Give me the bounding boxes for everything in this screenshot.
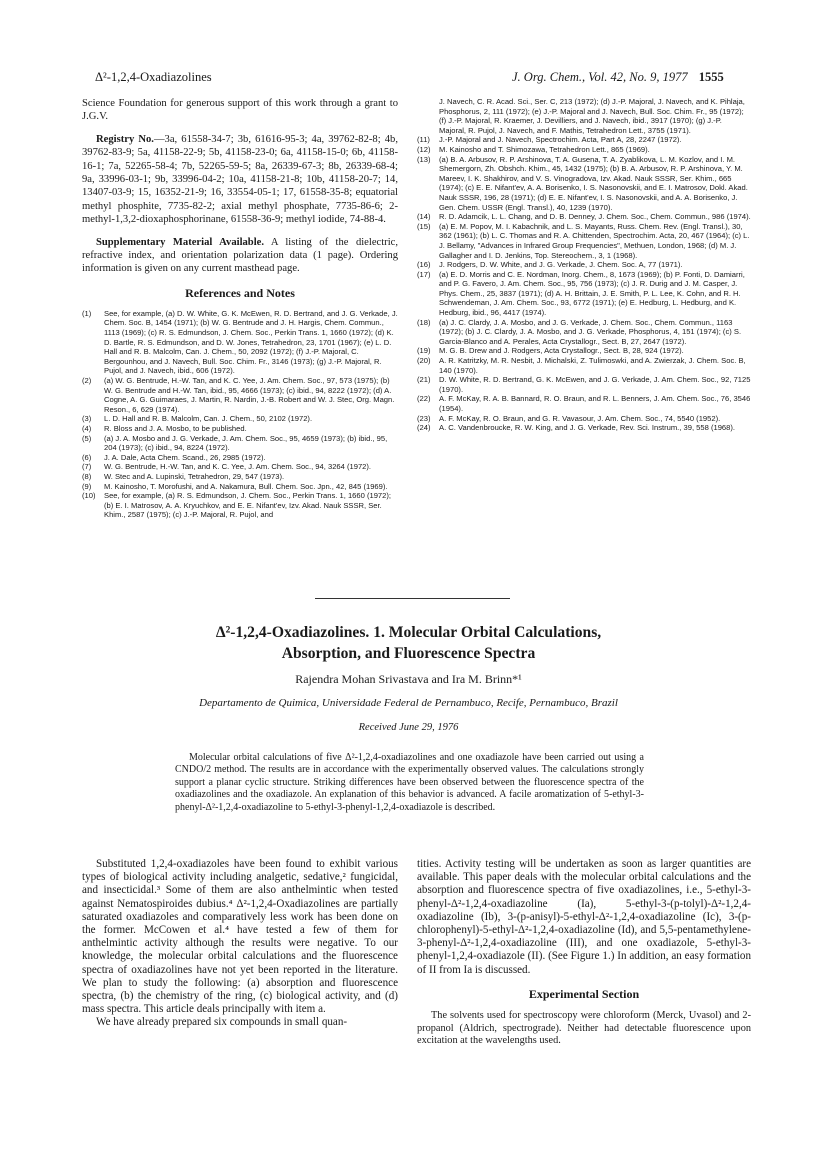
reference-text: J. A. Dale, Acta Chem. Scand., 26, 2985 (1972). <box>104 452 266 462</box>
reference-item <box>417 145 751 155</box>
body-left-column <box>82 858 398 1030</box>
reference-text: See, for example, (a) D. W. White, G. K. McEwen, R. D. Bertrand, and J. G. Verkade, J. Chem. Soc. B, 1454 (1971); (b) W. G. Bentrude and J. H. Hargis, Chem. Commun., 1113 (1969); (c) R. S. Edmundson, J. Chem. Soc., Perkin Trans. 1, 1660 (1972); (d) K. D. Bartle, R. S. Edmundson, and D. W. Jones, Tetrahedron, 23, 1701 (1967); (e) L. D. Hall and R. B. Malcolm, Can. J. Chem., 50, 2092 (1972); (f) J.-P. Majoral, C. Bergounhou, and J. Navech, Bull. Soc. Chim. Fr., 3146 (1973); (g) J.-P. Majoral, R. Pujol, and J. Navech, ibid., 606 (1972). <box>104 308 398 376</box>
article-title-line2: Absorption, and Fluorescence Spectra <box>281 645 536 662</box>
reference-item <box>82 462 398 472</box>
body-right-column <box>417 858 751 1048</box>
reference-number: (17) <box>417 269 431 279</box>
reference-item <box>82 491 398 520</box>
reference-text: J. Rodgers, D. W. White, and J. G. Verkade, J. Chem. Soc. A, 77 (1971). <box>439 260 683 270</box>
article-title-line1: Δ²-1,2,4-Oxadiazolines. 1. Molecular Orbital Calculations, <box>215 624 602 641</box>
reference-number: (3) <box>82 414 92 424</box>
reference-text: D. W. White, R. D. Bertrand, G. K. McEwen, and J. G. Verkade, J. Am. Chem. Soc., 92, 7125 (1970). <box>439 375 751 394</box>
top-right-column <box>417 97 751 433</box>
reference-item <box>417 375 751 394</box>
reference-text: M. Kainosho, T. Morofushi, and A. Nakamura, Bull. Chem. Soc. Jpn., 42, 845 (1969). <box>104 481 388 491</box>
reference-number: (21) <box>417 375 431 385</box>
reference-text: M. G. B. Drew and J. Rodgers, Acta Crystallogr., Sect. B, 28, 924 (1972). <box>439 346 684 356</box>
reference-number: (16) <box>417 260 431 270</box>
intro-paragraph-2: We have already prepared six compounds in small quan- <box>96 1016 348 1029</box>
section-divider <box>315 598 510 599</box>
reference-item <box>417 97 751 135</box>
experimental-paragraph: The solvents used for spectroscopy were chloroform (Merck, Uvasol) and 2-propanol (Aldrich, spectrograde). Neither had detectable fluorescence upon excitation at the wavelengths used. <box>417 1009 751 1047</box>
references-list-right <box>417 97 751 433</box>
article-affiliation: Departamento de Quimica, Universidade Federal de Pernambuco, Recife, Pernambuco, Brazil <box>199 697 618 709</box>
reference-text: L. D. Hall and R. B. Malcolm, Can. J. Chem., 50, 2102 (1972). <box>104 414 313 424</box>
reference-text: (a) E. D. Morris and C. E. Nordman, Inorg. Chem., 8, 1673 (1969); (b) P. Fonti, D. Damiarri, and P. G. Favero, J. Am. Chem. Soc., 95, 756 (1973); (c) J. R. Durig and J. M. Casper, J. Phys. Chem., 25, 3837 (1971); (d) A. H. Brittain, J. E. Smith, P. L. Lee, K. Cohn, and R. H. Schwendeman, J. Am. Chem. Soc., 93, 6772 (1971); (e) E. Hedburg, L. Hedburg, and K. Hedburg, ibid., 96, 4417 (1974). <box>439 269 745 318</box>
supplementary-material <box>82 236 398 276</box>
reference-text: W. Stec and A. Lupinski, Tetrahedron, 29, 547 (1973). <box>104 471 285 481</box>
reference-number: (12) <box>417 144 431 154</box>
reference-item <box>82 472 398 482</box>
reference-text: See, for example, (a) R. S. Edmundson, J. Chem. Soc., Perkin Trans. 1, 1660 (1972); (b) E. I. Matrosov, A. A. Kryuchkov, and E. E. Nifant'ev, Izv. Akad. Nauk SSSR, Ser. Khim., 2587 (1975); (c) J.-P. Majoral, R. Pujol, and <box>104 491 392 520</box>
reference-item <box>417 394 751 413</box>
reference-item <box>82 376 398 414</box>
reference-number: (10) <box>82 491 96 501</box>
reference-item <box>417 270 751 318</box>
page-number: 1555 <box>698 70 724 84</box>
intro-paragraph-1: Substituted 1,2,4-oxadiazoles have been found to exhibit various types of biological activity including analgetic, sedative,² fungicidal, and insecticidal.³ Some of them are also anthelmintic when tested against Nematospiroides dubius.⁴ Δ²-1,2,4-Oxadiazolines are partially saturated oxadiazoles and comparatively less work has been done on the former. McCowen et al.⁴ have tested a few of them for anthelmintic activity although the results were negative. To our knowledge, the molecular orbital calculations and the fluorescence spectra of oxadiazolines have not yet been reported in the literature. We plan to study the following: (a) absorption and fluorescence spectra, (b) the chemistry of the ring, (c) biological activity, and (d) mass spectra. This article deals principally with item a. <box>82 858 398 1016</box>
experimental-section-heading: Experimental Section <box>528 986 640 1001</box>
reference-item <box>417 356 751 375</box>
reference-number: (9) <box>82 481 92 491</box>
reference-text: A. R. Katritzky, M. R. Nesbit, J. Michalski, Z. Tulimoswki, and A. Zwierzak, J. Chem. Soc. B, 140 (1970). <box>439 356 746 375</box>
supp-text: A listing of the dielectric, refractive index, and orientation polarization data (1 page). Ordering information is given on any current masthead page. <box>82 236 398 275</box>
reference-number: (19) <box>417 346 431 356</box>
reference-text: A. C. Vandenbroucke, R. W. King, and J. G. Verkade, Rev. Sci. Instrum., 39, 558 (1968). <box>439 423 736 433</box>
reference-number: (13) <box>417 154 431 164</box>
reference-text: A. F. McKay, R. A. B. Bannard, R. O. Braun, and R. L. Benners, J. Am. Chem. Soc., 76, 3546 (1954). <box>439 394 751 413</box>
reference-item <box>82 453 398 463</box>
top-left-column <box>82 97 398 520</box>
reference-text: R. D. Adamcik, L. L. Chang, and D. B. Denney, J. Chem. Soc., Chem. Commun., 986 (1974). <box>439 212 751 222</box>
reference-item <box>417 346 751 356</box>
reference-item <box>417 423 751 433</box>
reference-number: (5) <box>82 433 92 443</box>
registry-label: Registry No. <box>96 133 154 145</box>
reference-number: (1) <box>82 308 92 318</box>
reference-number: (8) <box>82 471 92 481</box>
reference-text: (a) W. G. Bentrude, H.-W. Tan, and K. C. Yee, J. Am. Chem. Soc., 97, 573 (1975); (b) W. G. Bentrude and H.-W. Tan, ibid., 95, 4666 (1973); (c) ibid., 94, 8222 (1972); (d) A. Cogne, A. G. Guimaraes, J. Martin, R. Nardin, J.-B. Robert and W. J. Stec, Org. Magn. Reson., 6, 629 (1974). <box>104 376 395 414</box>
reference-text: (a) B. A. Arbusov, R. P. Arshinova, T. A. Gusena, T. A. Zyablikova, L. M. Kozlov, and I. M. Shemergorn, Zh. Obshch. Khim., 45, 1432 (1975); (b) B. A. Arbusov, R. P. Arshinova, Y. M. Mareev, I. K. Shakhirov, and V. S. Vinogradova, Izv. Akad. Nauk SSSR, Ser. Khim., 665 (1974); (c) E. E. Nifant'ev, A. A. Borisenko, I. S. Nasonovskii, and E. I. Matrosov, Dokl. Akad. Nauk SSSR, 196, 28 (1971); (d) E. E. Nifant'ev, I. S. Nasonovskii, and A. A. Borisenko, J. Gen. Chem. USSR (Engl. Transl.), 40, 1239 (1970). <box>439 154 748 212</box>
reference-text: (a) E. M. Popov, M. I. Kabachnik, and L. S. Mayants, Russ. Chem. Rev. (Engl. Transl.), 30, 362 (1961); (b) L. C. Thomas and R. A. Chittenden, Spectrochim. Acta, 20, 467 (1964); (c) L. J. Bellamy, "Advances in Infrared Group Frequencies", Methuen, London, 1968; (d) M. J. Gallagher and I. D. Jenkins, Top. Stereochem., 3, 1 (1968). <box>439 221 750 260</box>
reference-number: (18) <box>417 317 431 327</box>
reference-text: (a) J. A. Mosbo and J. G. Verkade, J. Am. Chem. Soc., 95, 4659 (1973); (b) ibid., 95, 204 (1973); (c) ibid., 94, 8224 (1972). <box>104 433 388 453</box>
reference-number: (14) <box>417 212 431 222</box>
reference-number: (6) <box>82 452 92 462</box>
reference-item <box>417 260 751 270</box>
reference-item <box>82 309 398 376</box>
reference-item <box>82 482 398 492</box>
article-abstract: Molecular orbital calculations of five Δ²-1,2,4-oxadiazolines and one oxadiazole have been carried out using a CNDO/2 method. The results are in accordance with the experimentally observed values. The calculations strongly support a planar cyclic structure. Striking differences have been observed between the fluorescence spectra of the oxadiazolines and the oxadiazole. An explanation of this behavior is advanced. A facile aromatization of 5-ethyl-3-phenyl-Δ²-1,2,4-oxadiazoline to 5-ethyl-3-phenyl-1,2,4-oxadiazole is described. <box>175 752 644 813</box>
supp-label: Supplementary Material Available. <box>96 236 264 248</box>
reference-text: (a) J. C. Clardy, J. A. Mosbo, and J. G. Verkade, J. Chem. Soc., Chem. Commun., 1163 (1972); (b) J. C. Clardy, J. A. Mosbo, and J. G. Verkade, Phosphorus, 4, 151 (1974); (c) S. Garcia-Blanco and A. Perales, Acta Crystallogr., Sect. B, 27, 2647 (1972). <box>439 317 742 346</box>
reference-text: W. G. Bentrude, H.-W. Tan, and K. C. Yee, J. Am. Chem. Soc., 94, 3264 (1972). <box>104 462 372 472</box>
journal-citation <box>512 70 724 85</box>
received-date: Received June 29, 1976 <box>358 722 459 733</box>
registry-text: —3a, 61558-34-7; 3b, 61616-95-3; 4a, 39762-82-8; 4b, 39762-83-9; 5a, 41158-22-9; 5b, 41158-23-0; 6a, 41158-15-0; 6b, 41158-16-1; 7a, 52265-58-4; 7b, 52265-59-5; 8a, 26339-67-3; 8b, 26339-68-4; 9a, 33996-03-1; 9b, 33996-04-2; 10a, 41158-21-8; 10b, 41158-20-7; 14, 13407-03-9; 15, 16352-21-9; 16, 33554-05-1; 17, 61558-35-8; equatorial methyl phosphite, 7735-82-2; axial methyl phosphate, 7735-86-6; 2-methyl-1,3,2-dioxaphosphorinane, 61558-36-9; methyl iodide, 74-88-4. <box>82 133 398 226</box>
reference-item <box>417 222 751 260</box>
reference-number: (15) <box>417 221 431 231</box>
journal-name: J. Org. Chem., Vol. 42, No. 9, 1977 <box>512 70 688 84</box>
reference-text: J. Navech, C. R. Acad. Sci., Ser. C, 213 (1972); (d) J.-P. Majoral, J. Navech, and K. Pihlaja, Phosphorus, 2, 111 (1972); (e) J.-P. Majoral and J. Navech, Bull. Soc. Chim. Fr., 95 (1972); (f) J.-P. Majoral, R. Kraemer, J. Devilliers, and J. Navech, ibid., 3917 (1970); (g) J.-P. Majoral, R. Pujol, J. Navech, and F. Mathis, Tetrahedron Lett., 3755 (1971). <box>439 97 745 135</box>
reference-item <box>417 135 751 145</box>
reference-number: (22) <box>417 394 431 404</box>
reference-item <box>417 155 751 213</box>
reference-item <box>417 318 751 347</box>
intro-paragraph-continued: tities. Activity testing will be undertaken as soon as larger quantities are available. This paper deals with the molecular orbital calculations and the absorption and fluorescence spectra of five oxadiazolines, i.e., 5-ethyl-3-phenyl-Δ²-1,2,4-oxadiazoline (Ia), 5-ethyl-3-(p-tolyl)-Δ²-1,2,4-oxadiazoline (Ib), 3-(p-anisyl)-5-ethyl-Δ²-1,2,4-oxadiazoline (Ic), 3-(p-chlorophenyl)-5-ethyl-Δ²-1,2,4-oxadiazoline (Id), and 5,5-pentamethylene-3-phenyl-Δ²-1,2,4-oxadiazoline (III), and one oxadiazole, 5-ethyl-3-phenyl-1,2,4-oxadiazole (II). (See Figure 1.) In addition, an easy formation of II from Ia is discussed. <box>417 858 751 976</box>
references-heading: References and Notes <box>185 285 295 300</box>
reference-item <box>417 414 751 424</box>
reference-number: (4) <box>82 424 92 433</box>
reference-text: J.-P. Majoral and J. Navech, Spectrochim. Acta, Part A, 28, 2247 (1972). <box>439 135 682 145</box>
reference-item <box>82 434 398 453</box>
reference-number: (11) <box>417 135 430 145</box>
reference-text: M. Kainosho and T. Shimozawa, Tetrahedron Lett., 865 (1969). <box>439 144 650 154</box>
registry-numbers <box>82 133 398 227</box>
article-title <box>100 622 717 664</box>
reference-item <box>417 212 751 222</box>
reference-item <box>82 414 398 424</box>
references-list-left <box>82 309 398 520</box>
reference-number: (7) <box>82 462 92 472</box>
reference-text: R. Bloss and J. A. Mosbo, to be published. <box>104 424 247 433</box>
reference-number: (2) <box>82 376 92 386</box>
reference-text: A. F. McKay, R. O. Braun, and G. R. Vavasour, J. Am. Chem. Soc., 74, 5540 (1952). <box>439 413 721 423</box>
reference-number: (23) <box>417 413 431 423</box>
reference-item <box>82 424 398 434</box>
article-authors: Rajendra Mohan Srivastava and Ira M. Brinn*¹ <box>295 672 522 686</box>
reference-number: (20) <box>417 356 431 366</box>
acknowledgement: Science Foundation for generous support of this work through a grant to J.G.V. <box>82 98 398 123</box>
running-head: Δ²-1,2,4-Oxadiazolines <box>95 70 212 84</box>
reference-number: (24) <box>417 423 431 433</box>
